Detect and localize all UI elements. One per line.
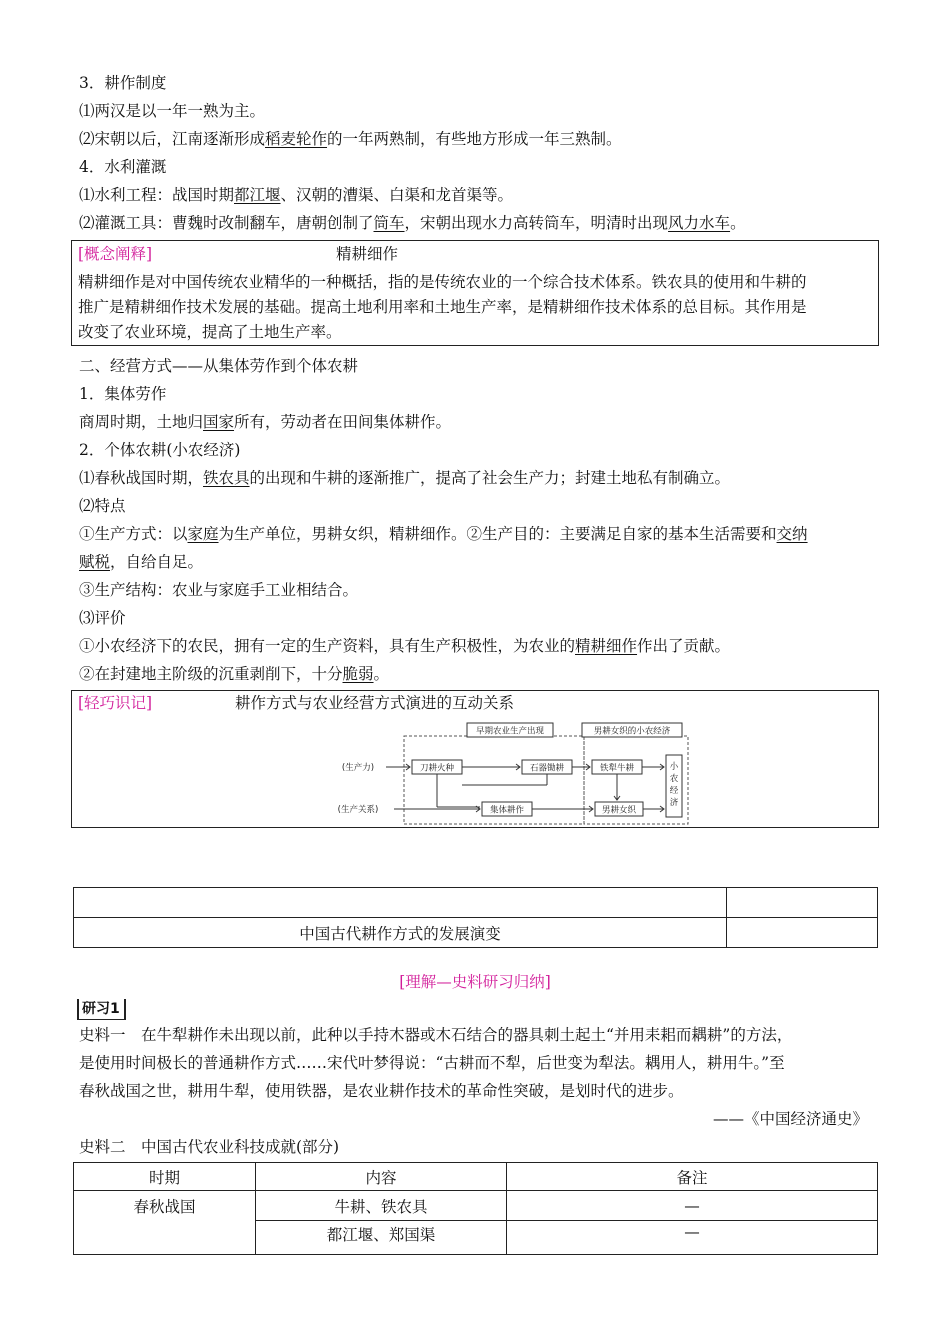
concept-line: 改变了农业环境，提高了土地生产率。 bbox=[78, 323, 342, 341]
material-1-line: 史料一 在牛犁耕作未出现以前，此种以手持木器或木石结合的器具刺土起土“并用耒耜而耦耕”的方法， bbox=[79, 1026, 793, 1044]
label-productivity: (生产力) bbox=[341, 763, 375, 773]
achievements-table bbox=[73, 1162, 878, 1255]
node-men-women-label: 男耕女织 bbox=[601, 805, 637, 816]
material-1-line: 春秋战国之世，耕用牛犁，使用铁器，是农业耕作技术的革命性突破，是划时代的进步。 bbox=[79, 1082, 684, 1100]
node-iron-plough-label: 铁犁牛耕 bbox=[599, 763, 635, 774]
concept-box bbox=[71, 240, 879, 346]
table-cell-content: 都江堰、郑国渠 bbox=[256, 1221, 507, 1255]
table-row bbox=[74, 1191, 878, 1221]
label-peasant-economy: 男耕女织的小农经济 bbox=[593, 726, 671, 737]
table-header: 备注 bbox=[507, 1163, 878, 1191]
text-line: ⑴水利工程：战国时期都江堰、汉朝的漕渠、白渠和龙首渠等。 bbox=[79, 186, 514, 204]
heading-individual: 2．个体农耕(小农经济) bbox=[79, 441, 241, 459]
title-table-heading: 中国古代耕作方式的发展演变 bbox=[74, 918, 727, 948]
memo-box bbox=[71, 690, 879, 828]
text-line: ⑵宋朝以后，江南逐渐形成稻麦轮作的一年两熟制，有些地方形成一年三熟制。 bbox=[79, 130, 622, 148]
material-1-line: 是使用时间极长的普通耕作方式……宋代叶梦得说：“古耕而不犁，后世变为犁法。耦用人，耕用牛。”至 bbox=[79, 1054, 785, 1072]
study-label: 研习1 bbox=[77, 999, 126, 1020]
title-table bbox=[73, 887, 878, 948]
heading-farming-system: 3．耕作制度 bbox=[79, 74, 167, 92]
text-line: ⑴两汉是以一年一熟为主。 bbox=[79, 102, 266, 120]
label-production-relations: (生产关系) bbox=[337, 805, 379, 815]
section-label: [理解—史料研习归纳] bbox=[399, 973, 551, 991]
text-line: ⑵灌溉工具：曹魏时改制翻车，唐朝创制了筒车，宋朝出现水力高转筒车，明清时出现风力水车。 bbox=[79, 214, 746, 232]
label-early-agriculture: 早期农业生产出现 bbox=[475, 726, 545, 737]
text-line: ⑵特点 bbox=[79, 497, 126, 515]
text-line: ②在封建地主阶级的沉重剥削下，十分脆弱。 bbox=[79, 665, 390, 683]
title-table-cell bbox=[727, 918, 878, 948]
text-line: 赋税，自给自足。 bbox=[79, 553, 204, 571]
material-2-title: 史料二 中国古代农业科技成就(部分) bbox=[79, 1138, 340, 1156]
node-small-peasant-label-3: 经 bbox=[669, 786, 679, 796]
table-cell-content: 牛耕、铁农具 bbox=[256, 1191, 507, 1221]
material-1-source: ——《中国经济通史》 bbox=[712, 1110, 868, 1128]
table-cell-note: — bbox=[507, 1191, 878, 1221]
node-small-peasant-label-2: 农 bbox=[669, 774, 679, 784]
table-cell-period: 春秋战国 bbox=[74, 1191, 256, 1255]
text-line: ⑴春秋战国时期，铁农具的出现和牛耕的逐渐推广，提高了社会生产力；封建土地私有制确立。 bbox=[79, 469, 731, 487]
title-table-cell bbox=[727, 888, 878, 918]
heading-irrigation: 4．水利灌溉 bbox=[79, 158, 167, 176]
text-line: ①小农经济下的农民，拥有一定的生产资料，具有生产积极性，为农业的精耕细作作出了贡献。 bbox=[79, 637, 731, 655]
text-line: 商周时期，土地归国家所有，劳动者在田间集体耕作。 bbox=[79, 413, 452, 431]
node-small-peasant-label-4: 济 bbox=[669, 798, 679, 808]
title-table-cell bbox=[74, 888, 727, 918]
text-line: ⑶评价 bbox=[79, 609, 126, 627]
text-line: ①生产方式：以家庭为生产单位，男耕女织，精耕细作。②生产目的：主要满足自家的基本生活需要和交纳 bbox=[79, 525, 808, 543]
concept-line: 推广是精耕细作技术发展的基础。提高土地利用率和土地生产率，是精耕细作技术体系的总目标。其作用是 bbox=[78, 298, 807, 316]
table-cell-note: — bbox=[507, 1221, 878, 1255]
heading-collective: 1．集体劳作 bbox=[79, 385, 167, 403]
table-header: 内容 bbox=[256, 1163, 507, 1191]
node-collective-label: 集体耕作 bbox=[489, 805, 525, 816]
text-line: ③生产结构：农业与家庭手工业相结合。 bbox=[79, 581, 359, 599]
heading-management: 二、经营方式——从集体劳作到个体农耕 bbox=[79, 357, 359, 375]
evolution-diagram bbox=[322, 721, 702, 825]
node-small-peasant-label-1: 小 bbox=[669, 762, 679, 772]
concept-title: 精耕细作 bbox=[336, 245, 399, 263]
concept-line: 精耕细作是对中国传统农业精华的一种概括，指的是传统农业的一个综合技术体系。铁农具的使用和牛耕的 bbox=[78, 273, 807, 291]
memo-title: 耕作方式与农业经营方式演进的互动关系 bbox=[235, 694, 515, 712]
node-slash-burn-label: 刀耕火种 bbox=[419, 763, 455, 774]
memo-tag: [轻巧识记] bbox=[78, 694, 153, 712]
concept-tag: [概念阐释] bbox=[78, 245, 153, 263]
table-header: 时期 bbox=[74, 1163, 256, 1191]
node-stone-hoe-label: 石器锄耕 bbox=[529, 763, 565, 774]
